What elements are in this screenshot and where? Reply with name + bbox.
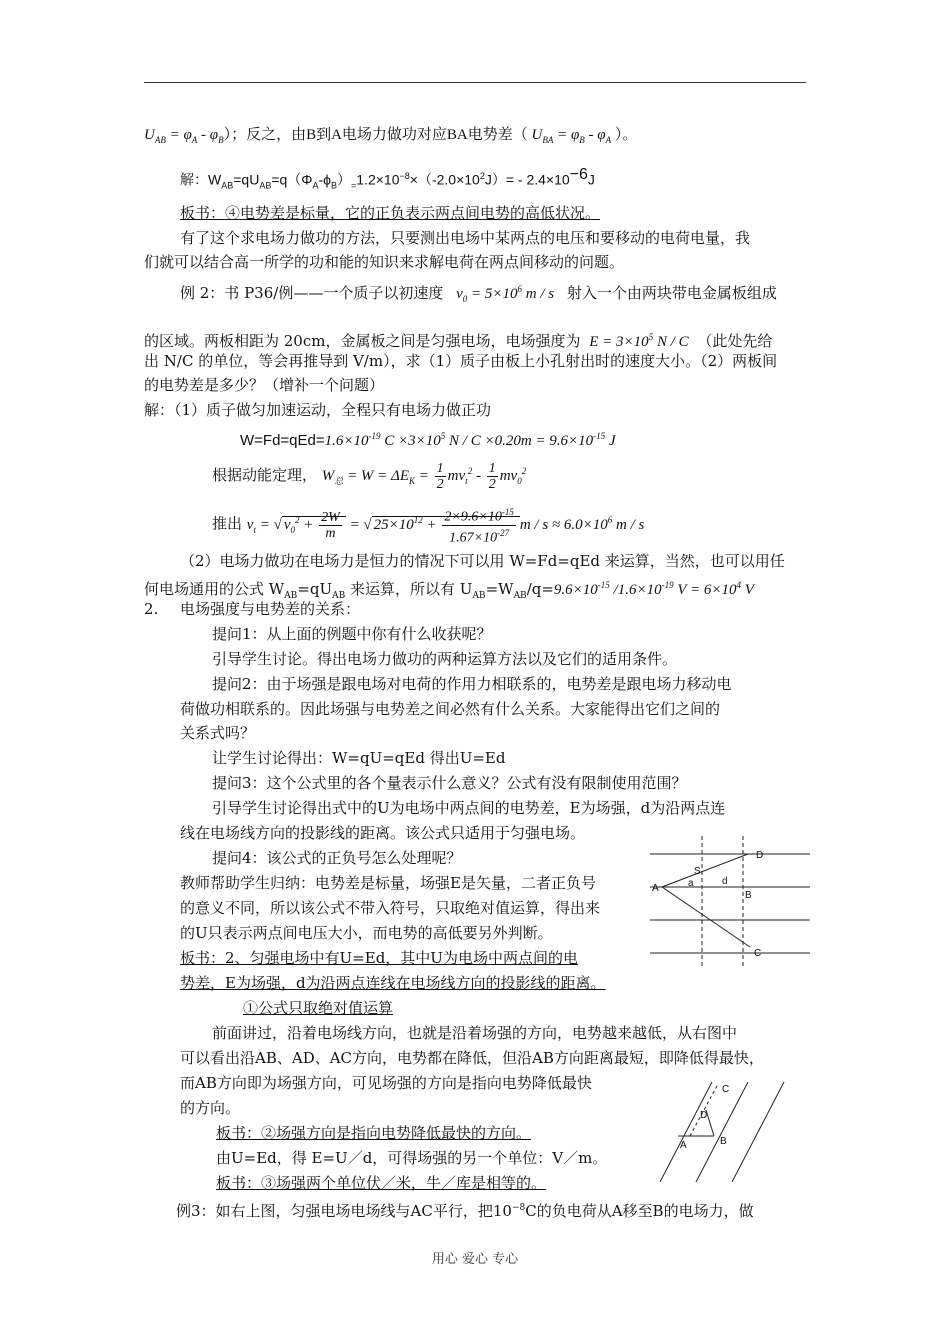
label-A2: A [680, 1140, 687, 1151]
triangle-figure [656, 1078, 786, 1188]
para-line-34: 可以看出沿AB、AD、AC方向，电势都在降低，但沿AB方向距离最短，即降低得最快， [180, 1049, 764, 1067]
line-1: $U_{AB} = \varphi_A - \varphi_B$）；反之，由B到A电场力做功对应BA电势差（ $U_{BA} = \varphi_B - \varphi_A$ ）。 [144, 127, 638, 145]
para-line-9: 的电势差是多少？（增补一个问题） [144, 376, 385, 394]
board-note-units: 板书：③场强两个单位伏／米，牛／库是相等的。 [216, 1174, 547, 1192]
board-note-2c: ①公式只取绝对值运算 [243, 999, 394, 1017]
para-line-21: 关系式吗？ [180, 724, 256, 742]
uab-result-formula: $9.6\times 10^{-15}$ $/1.6\times 10^{-19}$ $V = 6\times 10^4$ V [553, 580, 754, 598]
question-4: 提问4：该公式的正负号怎么处理呢？ [212, 849, 462, 867]
question-1: 提问1：从上面的例题中你有什么收获呢？ [212, 625, 492, 643]
para-line-10: 解：（1）质子做匀加速运动，全程只有电场力做正功 [144, 401, 492, 419]
velocity-formula: $v_t$ = √ $v_0^2$ + $\frac{2W}{m}$ = √ $25\times 10^{12}$ + $\frac{2\times 9.6\times 10^{-15}}{1.67\times 10^{-27}}$ $m / s \approx 6.0\times 10^6$ m / s [246, 507, 645, 546]
label-a: a [688, 878, 694, 889]
e-formula: $E = 3\times 10^5$ N / C [589, 332, 689, 350]
board-note-4: 板书：④电势差是标量，它的正负表示两点间电势的高低状况。 [180, 204, 601, 222]
para-line-29: 的U只表示两点间电压大小，而电势的高低要另外判断。 [180, 924, 553, 942]
para-line-24: 引导学生讨论得出式中的U为电场中两点间的电势差，E为场强，d为沿两点连 [212, 799, 726, 817]
question-2: 提问2：由于场强是跟电场对电荷的作用力相联系的，电势差是跟电场力移动电 [212, 675, 732, 693]
para-line-15: 何电场通用的公式 $W_{AB}=qU_{AB}$ 来运算，所以有 $U_{AB}=W_{AB}/q=9.6\times 10^{-15}$ $/1.6\times 10^{-19}$ $V = 6\times 10^4$ V [144, 580, 754, 601]
board-note-field-direction: 板书：②场强方向是指向电势降低最快的方向。 [216, 1124, 532, 1142]
para-line-4: 有了这个求电场力做功的方法，只要测出电场中某两点的电压和要移动的电荷电量，我 [180, 229, 751, 247]
v0-formula: $v_0 = 5\times 10^6$ m / s [456, 284, 555, 304]
para-line-36: 的方向。 [180, 1099, 241, 1117]
label-C: C [754, 948, 762, 959]
para-line-33: 前面讲过，沿着电场线方向，也就是沿着场强的方向，电势越来越低，从右图中 [212, 1024, 738, 1042]
label-D2: D [700, 1110, 708, 1121]
header-rule [144, 82, 806, 83]
kinetic-theorem-line: 根据动能定理， $W_总 = W = \Delta E_K$ = $\frac{1}{2}$ $mv_t^2$ - $\frac{1}{2}$ $mv_0^2$ [212, 461, 527, 493]
label-A: A [652, 883, 659, 894]
para-line-18: 引导学生讨论。得出电场力做功的两种运算方法以及它们的适用条件。 [212, 650, 678, 668]
para-line-38: 由U=Ed，得 E=U／d，可得场强的另一个单位：V／m。 [216, 1149, 608, 1167]
example-2-line: 例 2：书 P36/例——一个质子以初速度 $v_0 = 5\times 10^6$ m / s 射入一个由两块带电金属板组成 [180, 284, 777, 304]
para-line-5: 们就可以结合高一所学的功和能的知识来求解电荷在两点间移动的问题。 [144, 253, 625, 271]
page-footer: 用心 爱心 专心 [431, 1252, 519, 1267]
question-3: 提问3：这个公式里的各个量表示什么意义？公式有没有限制使用范围？ [212, 774, 687, 792]
kinetic-formula: $W_总 = W = \Delta E_K$ = $\frac{1}{2}$ $mv_t^2$ - $\frac{1}{2}$ $mv_0^2$ [321, 461, 527, 493]
label-D: D [756, 850, 764, 861]
label-C2: C [722, 1084, 730, 1095]
uba-formula: $U_{BA} = \varphi_B - \varphi_A$ [531, 127, 612, 145]
label-S: S [694, 866, 701, 877]
para-line-28: 的意义不同，所以该公式不带入符号，只取绝对值运算，得出来 [180, 899, 601, 917]
para-line-8: 出 N/C 的单位，等会再推导到 V/m），求（1）质子由板上小孔射出时的速度大小。（2）两板间 [144, 352, 778, 370]
para-line-27: 教师帮助学生归纳：电势差是标量，场强E是矢量，二者正负号 [180, 874, 596, 892]
velocity-derivation-line: 推出 $v_t$ = √ $v_0^2$ + $\frac{2W}{m}$ = √ $25\times 10^{12}$ + $\frac{2\times 9.6\times 10^{-15}}{1.67\times 10^{-27}}$ $m / s \approx 6.0\times 10^6$ m / s [212, 507, 645, 546]
section-2-title: 电场强度与电势差的关系： [180, 600, 361, 618]
para-line-22: 让学生讨论得出：W=qU=qEd 得出U=Ed [212, 749, 506, 767]
section-2-number: 2. [144, 600, 159, 618]
para-line-7: 的区域。两板相距为 20cm，金属板之间是匀强电场，电场强度为 $E = 3\times 10^5$ N / C （此处先给 [144, 332, 773, 350]
example-3-line: 例3：如右上图，匀强电场电场线与AC平行，把$10^{-8}C$的负电荷从A移至B的电场力，做 [176, 1202, 754, 1220]
para-line-14: （2）电场力做功在电场力是恒力的情况下可以用 W=Fd=qEd 来运算，当然，也可以用任 [180, 552, 785, 570]
label-B: B [745, 890, 752, 901]
uab-formula: $U_{AB} = \varphi_A - \varphi_B$ [144, 127, 224, 145]
field-lines-figure [650, 834, 810, 970]
label-d: d [722, 876, 728, 887]
board-note-2a: 板书：2、匀强电场中有U=Ed，其中U为电场中两点间的电 [180, 949, 578, 967]
para-line-20: 荷做功相联系的。因此场强与电势差之间必然有什么关系。大家能得出它们之间的 [180, 700, 721, 718]
board-note-2b: 势差，E为场强，d为沿两点连线在电场线方向的投影线的距离。 [180, 974, 606, 992]
work-formula-line: $W=Fd=qEd=1.6\times 10^{-19}$ $C \times 3\times 10^5$ $N / C \times 0.20m = 9.6\times 10^{-15}$ J [240, 431, 616, 449]
label-B2: B [720, 1136, 727, 1147]
line-2-solution: 解：$W_{AB}=qU_{AB}=q(\Phi_A-\phi_B)_=1.2\times 10^{-8}\times(-2.0\times 10^2J)= - 2.4\times 10^{-6}J$ [180, 166, 595, 191]
work-formula: $1.6\times 10^{-19}$ $C \times 3\times 10^5$ $N / C \times 0.20m = 9.6\times 10^{-15}$ J [324, 431, 616, 449]
para-line-25: 线在电场线方向的投影线的距离。该公式只适用于匀强电场。 [180, 824, 586, 842]
para-line-35: 而AB方向即为场强方向，可见场强的方向是指向电势降低最快 [180, 1074, 592, 1092]
